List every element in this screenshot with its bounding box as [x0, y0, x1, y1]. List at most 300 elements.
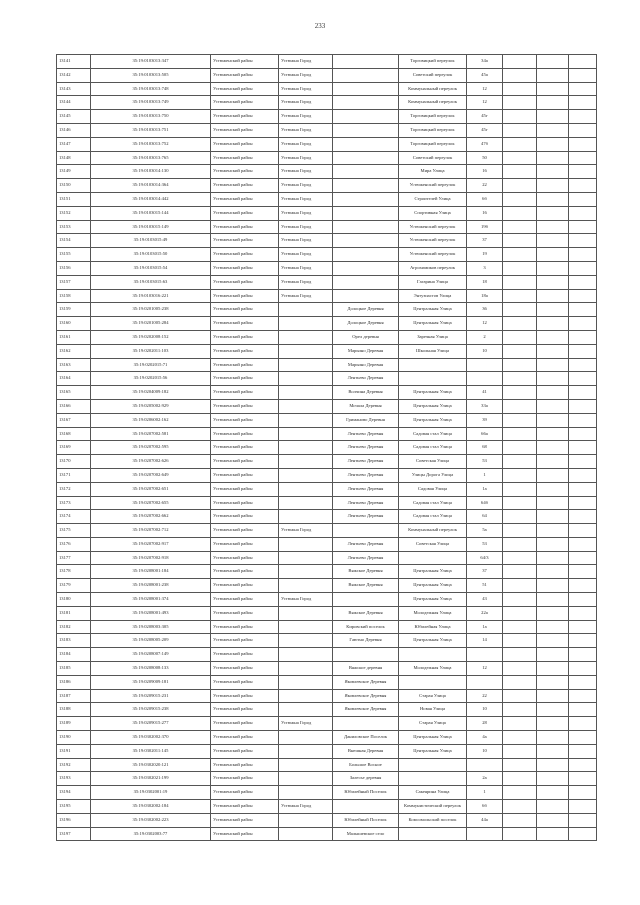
extra-cell — [569, 606, 597, 620]
extra-cell — [537, 317, 569, 331]
extra-cell — [569, 372, 597, 386]
district: Устюженский район — [211, 813, 279, 827]
extra-cell — [537, 648, 569, 662]
street: Мира Улица — [399, 165, 467, 179]
table-row — [57, 813, 597, 827]
street: Устюженский переулок — [399, 248, 467, 262]
city — [279, 358, 333, 372]
extra-cell — [503, 413, 537, 427]
district: Устюженский район — [211, 110, 279, 124]
cadastral-number: 35:19:0207002:626 — [91, 455, 211, 469]
table-row — [57, 137, 597, 151]
cadastral-number: 35:19:0302021:199 — [91, 772, 211, 786]
house-number: 1а — [467, 482, 503, 496]
locality: Внешная Деревня — [333, 744, 399, 758]
extra-cell — [537, 675, 569, 689]
house-number: 45а — [467, 68, 503, 82]
extra-cell — [537, 358, 569, 372]
extra-cell — [537, 96, 569, 110]
house-number — [467, 372, 503, 386]
extra-cell — [569, 593, 597, 607]
district: Устюженский район — [211, 689, 279, 703]
row-number: 13178 — [57, 565, 91, 579]
district: Устюженский район — [211, 248, 279, 262]
locality: Вяжское Деревня — [333, 606, 399, 620]
row-number: 13195 — [57, 800, 91, 814]
extra-cell — [537, 82, 569, 96]
locality: Залесье деревня — [333, 772, 399, 786]
city — [279, 758, 333, 772]
extra-cell — [569, 82, 597, 96]
city — [279, 731, 333, 745]
cadastral-number: 35:19:0103016:221 — [91, 289, 211, 303]
extra-cell — [569, 303, 597, 317]
district: Устюженский район — [211, 289, 279, 303]
extra-cell — [537, 689, 569, 703]
cadastral-number: 35:19:0103015:50 — [91, 248, 211, 262]
extra-cell — [503, 675, 537, 689]
district: Устюженский район — [211, 399, 279, 413]
locality: Долоцкое Деревня — [333, 303, 399, 317]
locality: Марьино Деревня — [333, 358, 399, 372]
street — [399, 758, 467, 772]
row-number: 13143 — [57, 82, 91, 96]
district: Устюженский район — [211, 468, 279, 482]
district: Устюженский район — [211, 441, 279, 455]
extra-cell — [503, 827, 537, 841]
table-row — [57, 303, 597, 317]
extra-cell — [503, 468, 537, 482]
house-number: 10 — [467, 703, 503, 717]
extra-cell — [537, 234, 569, 248]
street: Центральная Улица — [399, 386, 467, 400]
table-row — [57, 510, 597, 524]
street: Центральная Улица — [399, 579, 467, 593]
district: Устюженский район — [211, 317, 279, 331]
locality: Лентьево Деревня — [333, 427, 399, 441]
extra-cell — [503, 330, 537, 344]
city: Устюжна Город — [279, 82, 333, 96]
street: Садовая стал Улица — [399, 441, 467, 455]
house-number: 14 — [467, 634, 503, 648]
table-row — [57, 427, 597, 441]
street: Центральная Улица — [399, 634, 467, 648]
extra-cell — [569, 827, 597, 841]
house-number: 19 — [467, 248, 503, 262]
locality — [333, 648, 399, 662]
extra-cell — [537, 372, 569, 386]
street: Коммунальный переулок — [399, 524, 467, 538]
row-number: 13157 — [57, 275, 91, 289]
district: Устюженский район — [211, 96, 279, 110]
row-number: 13145 — [57, 110, 91, 124]
street: Строителей Улица — [399, 192, 467, 206]
city — [279, 537, 333, 551]
table-row — [57, 358, 597, 372]
row-number: 13182 — [57, 620, 91, 634]
cadastral-number: 35:19:0206002:162 — [91, 413, 211, 427]
house-number: 16 — [467, 206, 503, 220]
page-number: 233 — [314, 22, 326, 30]
extra-cell — [537, 68, 569, 82]
locality — [333, 68, 399, 82]
street: Юбилейная Улица — [399, 620, 467, 634]
house-number: 12 — [467, 82, 503, 96]
house-number: 37 — [467, 565, 503, 579]
district: Устюженский район — [211, 744, 279, 758]
house-number: 22 — [467, 689, 503, 703]
extra-cell — [503, 703, 537, 717]
table-row — [57, 289, 597, 303]
table-row — [57, 165, 597, 179]
city — [279, 744, 333, 758]
district: Устюженский район — [211, 606, 279, 620]
city — [279, 827, 333, 841]
city — [279, 634, 333, 648]
table-row — [57, 565, 597, 579]
city: Устюжна Город — [279, 248, 333, 262]
house-number: 18а — [467, 289, 503, 303]
city: Устюжна Город — [279, 137, 333, 151]
house-number: 28 — [467, 717, 503, 731]
cadastral-number: 35:19:0302020:121 — [91, 758, 211, 772]
extra-cell — [569, 261, 597, 275]
district: Устюженский район — [211, 372, 279, 386]
street: Новая Улица — [399, 703, 467, 717]
table-row — [57, 68, 597, 82]
table-row — [57, 468, 597, 482]
house-number: 41 — [467, 386, 503, 400]
extra-cell — [569, 620, 597, 634]
row-number: 13146 — [57, 123, 91, 137]
extra-cell — [569, 675, 597, 689]
extra-cell — [537, 772, 569, 786]
city — [279, 510, 333, 524]
cadastral-number: 35:19:0103015:149 — [91, 220, 211, 234]
table-row — [57, 786, 597, 800]
table-row — [57, 55, 597, 69]
district: Устюженский район — [211, 579, 279, 593]
street: Агрохимиков переулок — [399, 261, 467, 275]
cadastral-number: 35:19:0103013:749 — [91, 96, 211, 110]
locality — [333, 55, 399, 69]
city: Устюжна Город — [279, 524, 333, 538]
street: Центральная Улица — [399, 744, 467, 758]
house-number: 50 — [467, 151, 503, 165]
cadastral-number: 35:19:0207002:917 — [91, 537, 211, 551]
extra-cell — [503, 441, 537, 455]
row-number: 13181 — [57, 606, 91, 620]
city — [279, 606, 333, 620]
row-number: 13186 — [57, 675, 91, 689]
extra-cell — [537, 496, 569, 510]
street: Садовая стал Улица — [399, 427, 467, 441]
district: Устюженский район — [211, 537, 279, 551]
city — [279, 813, 333, 827]
row-number: 13150 — [57, 179, 91, 193]
row-number: 13172 — [57, 482, 91, 496]
cadastral-number: 35:19:0103015:49 — [91, 234, 211, 248]
district: Устюженский район — [211, 620, 279, 634]
city: Устюжна Город — [279, 96, 333, 110]
table-row — [57, 551, 597, 565]
street: Устюженский переулок — [399, 220, 467, 234]
district: Устюженский район — [211, 386, 279, 400]
row-number: 13193 — [57, 772, 91, 786]
extra-cell — [537, 744, 569, 758]
street: Заречная Улица — [399, 330, 467, 344]
house-number — [467, 827, 503, 841]
cadastral-number: 35:19:0103014:442 — [91, 192, 211, 206]
house-number: 1 — [467, 468, 503, 482]
house-number: 12 — [467, 662, 503, 676]
extra-cell — [569, 289, 597, 303]
table-row — [57, 261, 597, 275]
row-number: 13167 — [57, 413, 91, 427]
district: Устюженский район — [211, 165, 279, 179]
extra-cell — [569, 703, 597, 717]
extra-cell — [503, 289, 537, 303]
street: Центральная Улица — [399, 399, 467, 413]
row-number: 13149 — [57, 165, 91, 179]
row-number: 13144 — [57, 96, 91, 110]
locality — [333, 275, 399, 289]
table-row — [57, 151, 597, 165]
locality: Лентьево Деревня — [333, 510, 399, 524]
street: Советский переулок — [399, 151, 467, 165]
locality: Лентьево Деревня — [333, 441, 399, 455]
extra-cell — [537, 441, 569, 455]
extra-cell — [503, 192, 537, 206]
street: Молодежная Улица — [399, 606, 467, 620]
extra-cell — [503, 165, 537, 179]
row-number: 13141 — [57, 55, 91, 69]
extra-cell — [569, 68, 597, 82]
row-number: 13158 — [57, 289, 91, 303]
city: Устюжна Город — [279, 593, 333, 607]
row-number: 13189 — [57, 717, 91, 731]
city: Устюжна Город — [279, 192, 333, 206]
cadastral-number: 35:19:0302001:19 — [91, 786, 211, 800]
extra-cell — [537, 731, 569, 745]
row-number: 13179 — [57, 579, 91, 593]
district: Устюженский район — [211, 496, 279, 510]
extra-cell — [503, 758, 537, 772]
city — [279, 703, 333, 717]
locality: Кировский поселок — [333, 620, 399, 634]
table-row — [57, 248, 597, 262]
cadastral-number: 35:19:0209015:277 — [91, 717, 211, 731]
row-number: 13187 — [57, 689, 91, 703]
house-number: 5а — [467, 524, 503, 538]
table-row — [57, 496, 597, 510]
extra-cell — [537, 813, 569, 827]
extra-cell — [569, 524, 597, 538]
row-number: 13159 — [57, 303, 91, 317]
row-number: 13188 — [57, 703, 91, 717]
district: Устюженский район — [211, 330, 279, 344]
locality: Орел деревня — [333, 330, 399, 344]
extra-cell — [537, 482, 569, 496]
house-number: 64 — [467, 510, 503, 524]
street: Школьная Улица — [399, 344, 467, 358]
locality: Юбилейный Поселок — [333, 786, 399, 800]
extra-cell — [503, 206, 537, 220]
house-number: 64б — [467, 496, 503, 510]
locality: Яковлевское Деревня — [333, 675, 399, 689]
district: Устюженский район — [211, 800, 279, 814]
table-row — [57, 744, 597, 758]
extra-cell — [503, 372, 537, 386]
table-row — [57, 579, 597, 593]
city: Устюжна Город — [279, 206, 333, 220]
row-number: 13163 — [57, 358, 91, 372]
cadastral-number: 35:19:0207002:655 — [91, 496, 211, 510]
extra-cell — [503, 137, 537, 151]
city — [279, 344, 333, 358]
district: Устюженский район — [211, 358, 279, 372]
street: Молодежная Улица — [399, 662, 467, 676]
city — [279, 413, 333, 427]
row-number: 13176 — [57, 537, 91, 551]
street: Старая Улица — [399, 717, 467, 731]
locality — [333, 151, 399, 165]
table-row — [57, 537, 597, 551]
extra-cell — [537, 399, 569, 413]
extra-cell — [569, 234, 597, 248]
table-row — [57, 675, 597, 689]
city: Устюжна Город — [279, 68, 333, 82]
extra-cell — [569, 179, 597, 193]
city — [279, 620, 333, 634]
house-number: 53 — [467, 455, 503, 469]
extra-cell — [537, 800, 569, 814]
cadastral-number: 35:19:0207002:649 — [91, 468, 211, 482]
extra-cell — [537, 717, 569, 731]
house-number: 16 — [467, 165, 503, 179]
street: Советская Улица — [399, 455, 467, 469]
cadastral-number: 35:19:0207002:595 — [91, 441, 211, 455]
table-row — [57, 399, 597, 413]
extra-cell — [569, 717, 597, 731]
table-row — [57, 827, 597, 841]
cadastral-number: 35:19:0209015:231 — [91, 689, 211, 703]
house-number: 22а — [467, 606, 503, 620]
locality: Юбилейный Поселок — [333, 813, 399, 827]
table-row — [57, 634, 597, 648]
extra-cell — [537, 662, 569, 676]
street: Торговицкий переулок — [399, 137, 467, 151]
street: Торговицкий переулок — [399, 110, 467, 124]
extra-cell — [569, 565, 597, 579]
row-number: 13142 — [57, 68, 91, 82]
house-number: 1а — [467, 620, 503, 634]
locality: Вяжское деревня — [333, 662, 399, 676]
cadastral-number: 35:19:0209015:238 — [91, 703, 211, 717]
table-row — [57, 234, 597, 248]
city — [279, 662, 333, 676]
extra-cell — [537, 55, 569, 69]
extra-cell — [503, 399, 537, 413]
cadastral-number: 35:19:0205002:929 — [91, 399, 211, 413]
district: Устюженский район — [211, 137, 279, 151]
district: Устюженский район — [211, 827, 279, 841]
city: Устюжна Город — [279, 800, 333, 814]
district: Устюженский район — [211, 261, 279, 275]
city — [279, 455, 333, 469]
street: Старая Улица — [399, 689, 467, 703]
extra-cell — [503, 68, 537, 82]
street — [399, 372, 467, 386]
locality — [333, 800, 399, 814]
house-number: 10 — [467, 344, 503, 358]
house-number: 44а — [467, 813, 503, 827]
extra-cell — [503, 717, 537, 731]
extra-cell — [503, 744, 537, 758]
extra-cell — [537, 537, 569, 551]
city: Устюжна Город — [279, 55, 333, 69]
city — [279, 372, 333, 386]
row-number: 13156 — [57, 261, 91, 275]
registry-body — [57, 55, 597, 841]
extra-cell — [537, 634, 569, 648]
city — [279, 772, 333, 786]
city — [279, 427, 333, 441]
extra-cell — [537, 427, 569, 441]
house-number: 12 — [467, 96, 503, 110]
street: Комсомольский поселок — [399, 813, 467, 827]
street — [399, 675, 467, 689]
table-row — [57, 123, 597, 137]
locality: Яковлевское Деревня — [333, 703, 399, 717]
extra-cell — [569, 317, 597, 331]
table-row — [57, 372, 597, 386]
street — [399, 551, 467, 565]
locality: Мочала Деревня — [333, 399, 399, 413]
cadastral-number: 35:19:0302003:77 — [91, 827, 211, 841]
extra-cell — [503, 813, 537, 827]
cadastral-number: 35:19:0207002:581 — [91, 427, 211, 441]
district: Устюженский район — [211, 82, 279, 96]
district: Устюженский район — [211, 206, 279, 220]
cadastral-number: 35:19:0207002:662 — [91, 510, 211, 524]
cadastral-number: 35:19:0209009:181 — [91, 675, 211, 689]
extra-cell — [569, 248, 597, 262]
table-row — [57, 317, 597, 331]
street: Советская Улица — [399, 537, 467, 551]
extra-cell — [569, 744, 597, 758]
extra-cell — [569, 468, 597, 482]
street — [399, 648, 467, 662]
district: Устюженский район — [211, 303, 279, 317]
locality — [333, 206, 399, 220]
extra-cell — [503, 579, 537, 593]
row-number: 13174 — [57, 510, 91, 524]
table-row — [57, 96, 597, 110]
extra-cell — [503, 110, 537, 124]
extra-cell — [537, 344, 569, 358]
city: Устюжна Город — [279, 717, 333, 731]
house-number: 53 — [467, 537, 503, 551]
locality: Лентьево Деревня — [333, 468, 399, 482]
district: Устюженский район — [211, 482, 279, 496]
extra-cell — [569, 786, 597, 800]
cadastral-number: 35:19:0208001:184 — [91, 565, 211, 579]
extra-cell — [503, 648, 537, 662]
extra-cell — [569, 648, 597, 662]
house-number: 3 — [467, 261, 503, 275]
row-number: 13196 — [57, 813, 91, 827]
